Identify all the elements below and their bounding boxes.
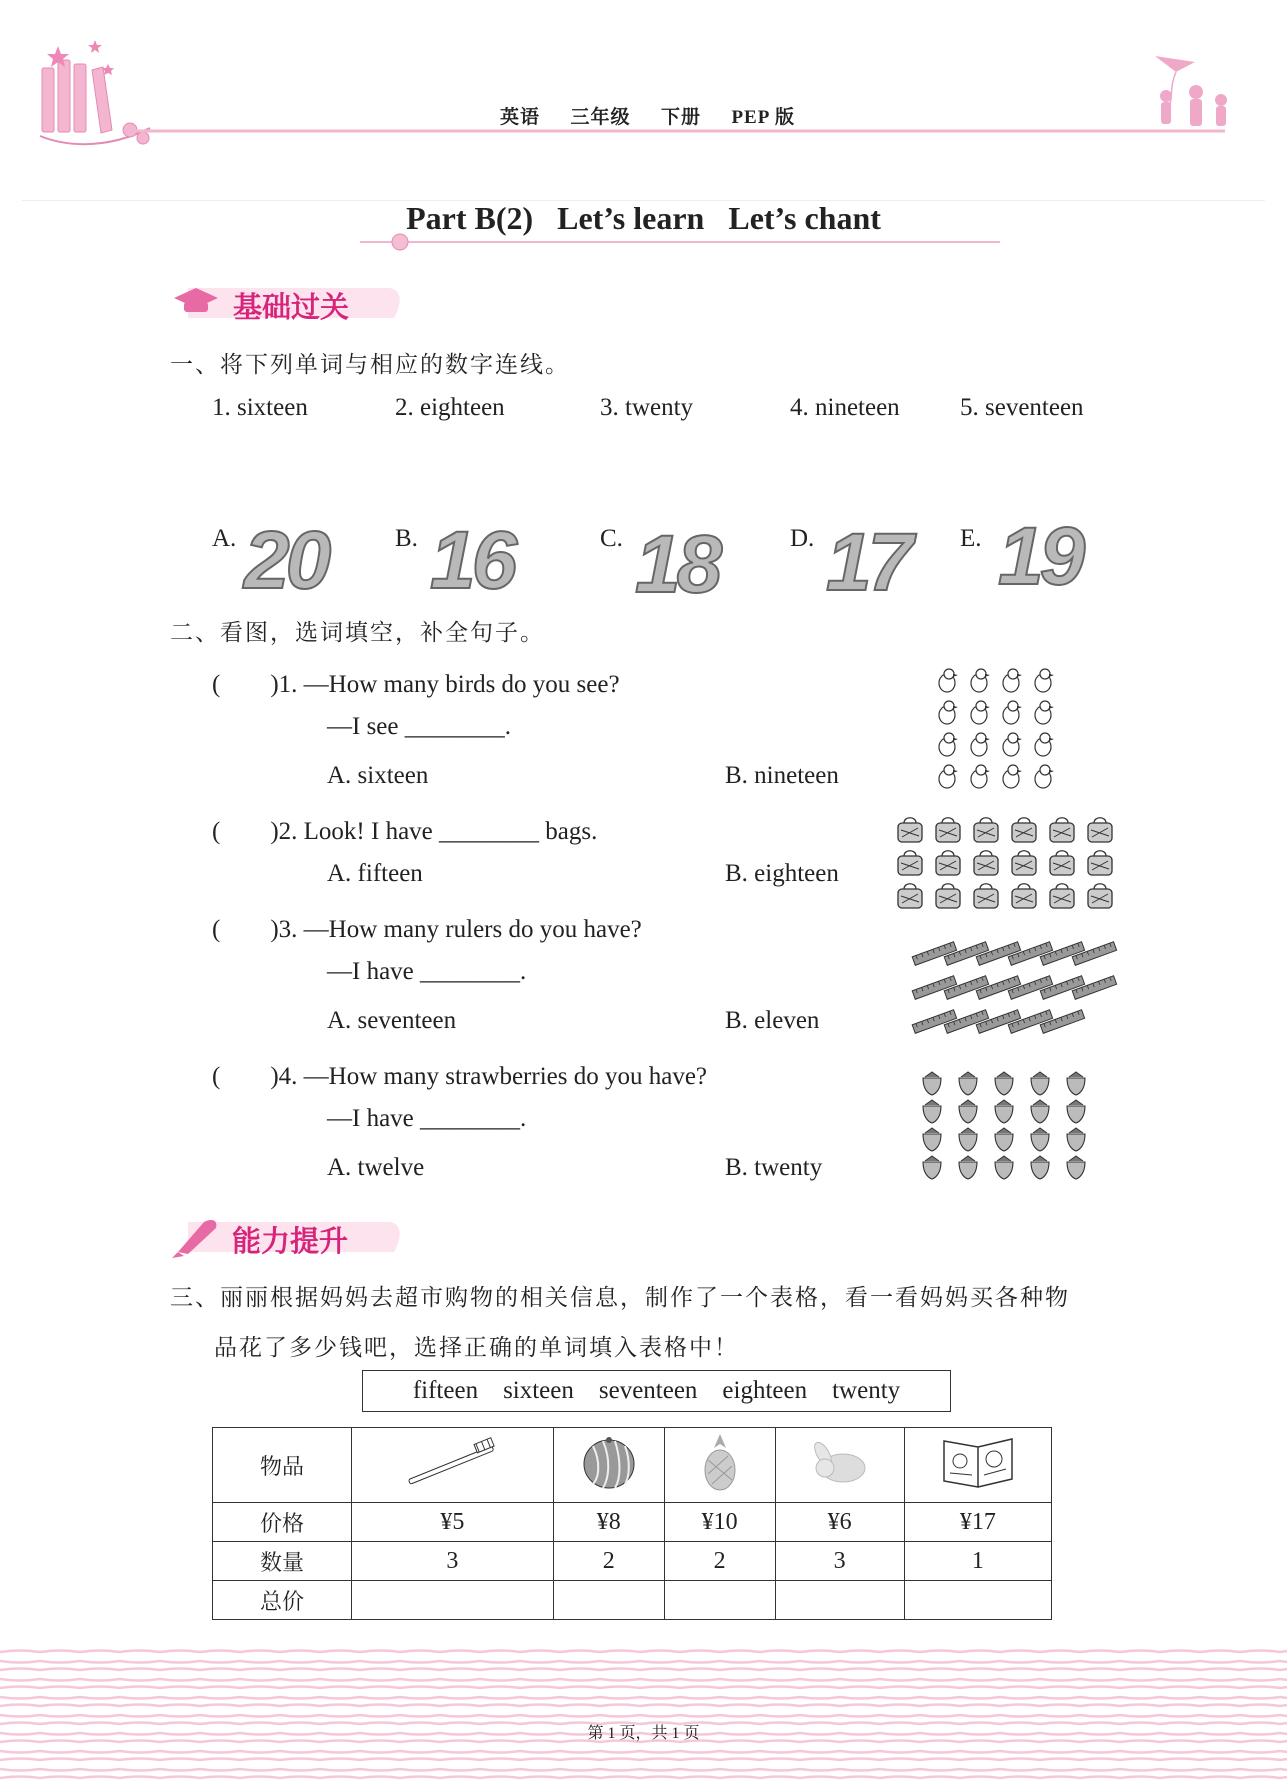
q2-instruction: 二、看图，选词填空，补全句子。 (170, 620, 545, 646)
page-info: 第 1 页，共 1 页 (587, 1725, 700, 1742)
bird-icon (1003, 765, 1022, 788)
quantity-cell: 2 (664, 1542, 775, 1581)
bag-icon (898, 851, 922, 875)
total-answer-cell[interactable] (352, 1581, 554, 1620)
bird-icon (939, 669, 958, 692)
strawberry-icon (1067, 1100, 1085, 1123)
strawberry-icon (995, 1072, 1013, 1095)
bird-icon (1003, 669, 1022, 692)
bag-icon (974, 818, 998, 842)
q3-instruction-line1: 三、丽丽根据妈妈去超市购物的相关信息，制作了一个表格，看一看妈妈买各种物 (170, 1285, 1070, 1311)
q1-number: 17 (826, 517, 910, 608)
q2-option-a-2: A. fifteen (327, 860, 423, 887)
strawberry-icon (923, 1156, 941, 1179)
total-answer-cell[interactable] (664, 1581, 775, 1620)
bag-icon (1050, 818, 1074, 842)
birds-picture (935, 665, 1070, 797)
strawberry-icon (959, 1156, 977, 1179)
bag-icon (936, 851, 960, 875)
bird-icon (971, 701, 990, 724)
q2-item-3: ( )3. —How many rulers do you have? (212, 916, 642, 943)
strawberry-icon (1031, 1100, 1049, 1123)
header-term: 下册 (660, 106, 701, 128)
strawberry-icon (959, 1072, 977, 1095)
bird-icon (1035, 733, 1054, 756)
strawberry-icon (923, 1100, 941, 1123)
strawberry-icon (923, 1128, 941, 1151)
q2-option-b-3: B. eleven (725, 1007, 820, 1034)
lesson-title: Part B(2) Let’s learn Let’s chant (406, 200, 881, 236)
bag-icon (1012, 818, 1036, 842)
header-subject: 英语 (500, 106, 541, 128)
bag-icon (974, 851, 998, 875)
strawberry-icon (1031, 1128, 1049, 1151)
strawberry-icon (959, 1100, 977, 1123)
section2-title: 能力提升 (232, 1224, 349, 1258)
bag-icon (936, 818, 960, 842)
bag-icon (1088, 851, 1112, 875)
q1-word: 5. seventeen (960, 394, 1084, 421)
q1-number: 18 (635, 519, 719, 610)
toothbrush-icon (352, 1428, 554, 1503)
price-cell: ¥8 (553, 1503, 664, 1542)
strawberries-picture (918, 1068, 1093, 1188)
q2-option-a-1: A. sixteen (327, 762, 429, 789)
title-underline (355, 232, 1005, 252)
q2-item-2: ( )2. Look! I have ________ bags. (212, 818, 598, 845)
watermelon-icon (553, 1428, 664, 1503)
bag-icon (1050, 884, 1074, 908)
q2-item-1: ( )1. —How many birds do you see? (212, 671, 620, 698)
q2-option-b-4: B. twenty (725, 1154, 823, 1181)
q1-word: 3. twenty (600, 394, 694, 421)
strawberry-icon (1067, 1128, 1085, 1151)
q1-number: 20 (244, 515, 328, 606)
total-answer-cell[interactable] (553, 1581, 664, 1620)
bird-icon (939, 765, 958, 788)
q1-word: 2. eighteen (395, 394, 505, 421)
header-grade: 三年级 (570, 106, 631, 128)
price-cell: ¥6 (775, 1503, 904, 1542)
bag-icon (974, 884, 998, 908)
bird-icon (1035, 765, 1054, 788)
price-table (212, 1427, 1052, 1620)
bird-icon (1035, 701, 1054, 724)
pineapple-icon (664, 1428, 775, 1503)
price-cell: ¥10 (664, 1503, 775, 1542)
bag-icon (898, 818, 922, 842)
q2-item-4: ( )4. —How many strawberries do you have? (212, 1063, 708, 1090)
book-icon (904, 1428, 1051, 1503)
bag-icon (1050, 851, 1074, 875)
row-header: 总价 (213, 1581, 352, 1620)
q2-option-b-2: B. eighteen (725, 860, 839, 887)
q2-option-b-1: B. nineteen (725, 762, 839, 789)
quantity-cell: 3 (352, 1542, 554, 1581)
table-row (213, 1581, 1052, 1620)
q1-word: 1. sixteen (212, 394, 308, 421)
bird-icon (971, 733, 990, 756)
bag-icon (936, 884, 960, 908)
header-text (500, 102, 795, 129)
q2-answer-line-1: —I see ________. (327, 713, 511, 740)
bird-icon (1035, 669, 1054, 692)
quantity-cell: 2 (553, 1542, 664, 1581)
row-header: 数量 (213, 1542, 352, 1581)
q1-number: 19 (998, 511, 1082, 602)
bird-icon (939, 733, 958, 756)
bag-icon (898, 884, 922, 908)
bird-icon (971, 669, 990, 692)
header-edition: PEP 版 (731, 107, 796, 128)
q1-option-label: E. (960, 525, 982, 552)
strawberry-icon (1067, 1156, 1085, 1179)
rulers-picture (905, 930, 1125, 1040)
bag-icon (1012, 851, 1036, 875)
price-cell: ¥5 (352, 1503, 554, 1542)
strawberry-icon (923, 1072, 941, 1095)
children-kite-icon (1155, 56, 1227, 126)
row-header: 价格 (213, 1503, 352, 1542)
q1-word: 4. nineteen (790, 394, 900, 421)
quantity-cell: 1 (904, 1542, 1051, 1581)
q1-instruction: 一、将下列单词与相应的数字连线。 (170, 352, 570, 378)
strawberry-icon (1031, 1072, 1049, 1095)
table-row (213, 1428, 1052, 1503)
bird-icon (1003, 733, 1022, 756)
q1-number: 16 (430, 515, 514, 606)
table-row (213, 1542, 1052, 1581)
q2-answer-line-3: —I have ________. (327, 958, 527, 985)
q1-option-label: B. (395, 525, 418, 552)
strawberry-icon (995, 1128, 1013, 1151)
bird-icon (971, 765, 990, 788)
q3-instruction-line2: 品花了多少钱吧，选择正确的单词填入表格中！ (214, 1335, 739, 1361)
strawberry-icon (995, 1156, 1013, 1179)
bag-icon (1088, 884, 1112, 908)
q1-option-label: A. (212, 525, 237, 552)
price-cell: ¥17 (904, 1503, 1051, 1542)
q1-option-label: D. (790, 525, 815, 552)
q2-option-a-4: A. twelve (327, 1154, 425, 1181)
q2-answer-line-4: —I have ________. (327, 1105, 527, 1132)
strawberry-icon (995, 1100, 1013, 1123)
bag-icon (1012, 884, 1036, 908)
bags-picture (890, 810, 1125, 915)
bird-icon (939, 701, 958, 724)
q2-option-a-3: A. seventeen (327, 1007, 457, 1034)
total-answer-cell[interactable] (775, 1581, 904, 1620)
table-row (213, 1503, 1052, 1542)
rabbit-toy-icon (775, 1428, 904, 1503)
total-answer-cell[interactable] (904, 1581, 1051, 1620)
quantity-cell: 3 (775, 1542, 904, 1581)
section1-title: 基础过关 (233, 290, 350, 324)
strawberry-icon (959, 1128, 977, 1151)
q1-option-label: C. (600, 525, 623, 552)
footer-wave-band (0, 1648, 1287, 1789)
strawberry-icon (1067, 1072, 1085, 1095)
word-bank: fifteen sixteen seventeen eighteen twenty (362, 1370, 951, 1412)
row-header: 物品 (213, 1428, 352, 1503)
bag-icon (1088, 818, 1112, 842)
bird-icon (1003, 701, 1022, 724)
strawberry-icon (1031, 1156, 1049, 1179)
